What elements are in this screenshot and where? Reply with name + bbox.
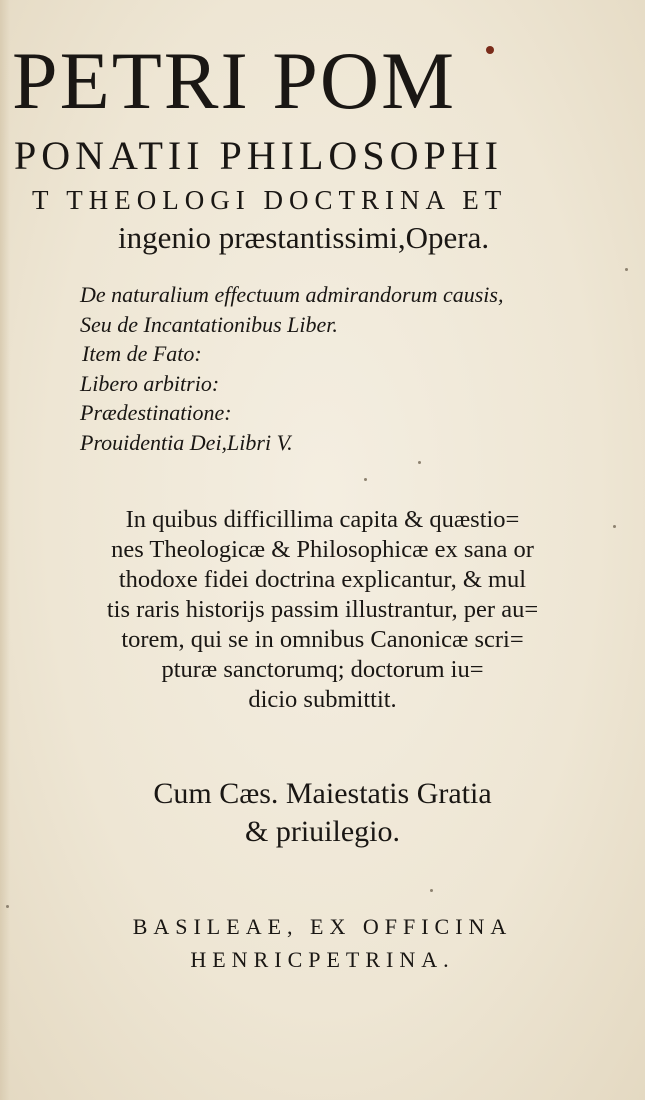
paragraph-line: nes Theologicæ & Philosophicæ ex sana or (111, 536, 534, 563)
title-line-3: T THEOLOGI DOCTRINA ET (32, 185, 508, 215)
contents-item: Libero arbitrio: (80, 370, 220, 396)
privilege-line: Cum Cæs. Maiestatis Gratia (153, 777, 492, 810)
paragraph-line: pturæ sanctorumq; doctorum iu= (161, 656, 484, 683)
title-line-4: ingenio præstantissimi,Opera. (118, 220, 490, 255)
paragraph-line: thodoxe fidei doctrina explicantur, & mul (118, 566, 527, 593)
title-line-2: PONATII PHILOSOPHI (14, 133, 503, 178)
contents-item: Seu de Incantationibus Liber. (80, 311, 338, 337)
speck (625, 268, 628, 271)
imprint-line: HENRICPETRINA. (190, 947, 455, 972)
contents-item: Prouidentia Dei,Libri V. (80, 429, 293, 455)
contents-item: Prædestinatione: (80, 400, 232, 425)
paragraph-line: dicio submittit. (248, 686, 397, 713)
title-line-1: PETRI POM (12, 35, 457, 126)
speck (6, 905, 9, 908)
speck (364, 478, 367, 481)
description-paragraph (0, 505, 645, 715)
imprint-line: BASILEAE, EX OFFICINA (132, 914, 513, 939)
ink-blot (486, 46, 494, 54)
paragraph-line: In quibus difficillima capita & quæstio= (125, 506, 520, 533)
contents-list (80, 280, 503, 457)
speck (418, 461, 421, 464)
contents-item: Item de Fato: (82, 341, 202, 366)
contents-item: De naturalium effectuum admirandorum causis, (80, 282, 504, 307)
paragraph-line: torem, qui se in omnibus Canonicæ scri= (121, 626, 524, 653)
speck (430, 889, 433, 892)
speck (613, 525, 616, 528)
privilege-statement (0, 775, 645, 851)
privilege-line: & priuilegio. (245, 815, 400, 848)
imprint (0, 910, 645, 976)
paragraph-line: tis raris historijs passim illustrantur, per au= (106, 596, 539, 623)
